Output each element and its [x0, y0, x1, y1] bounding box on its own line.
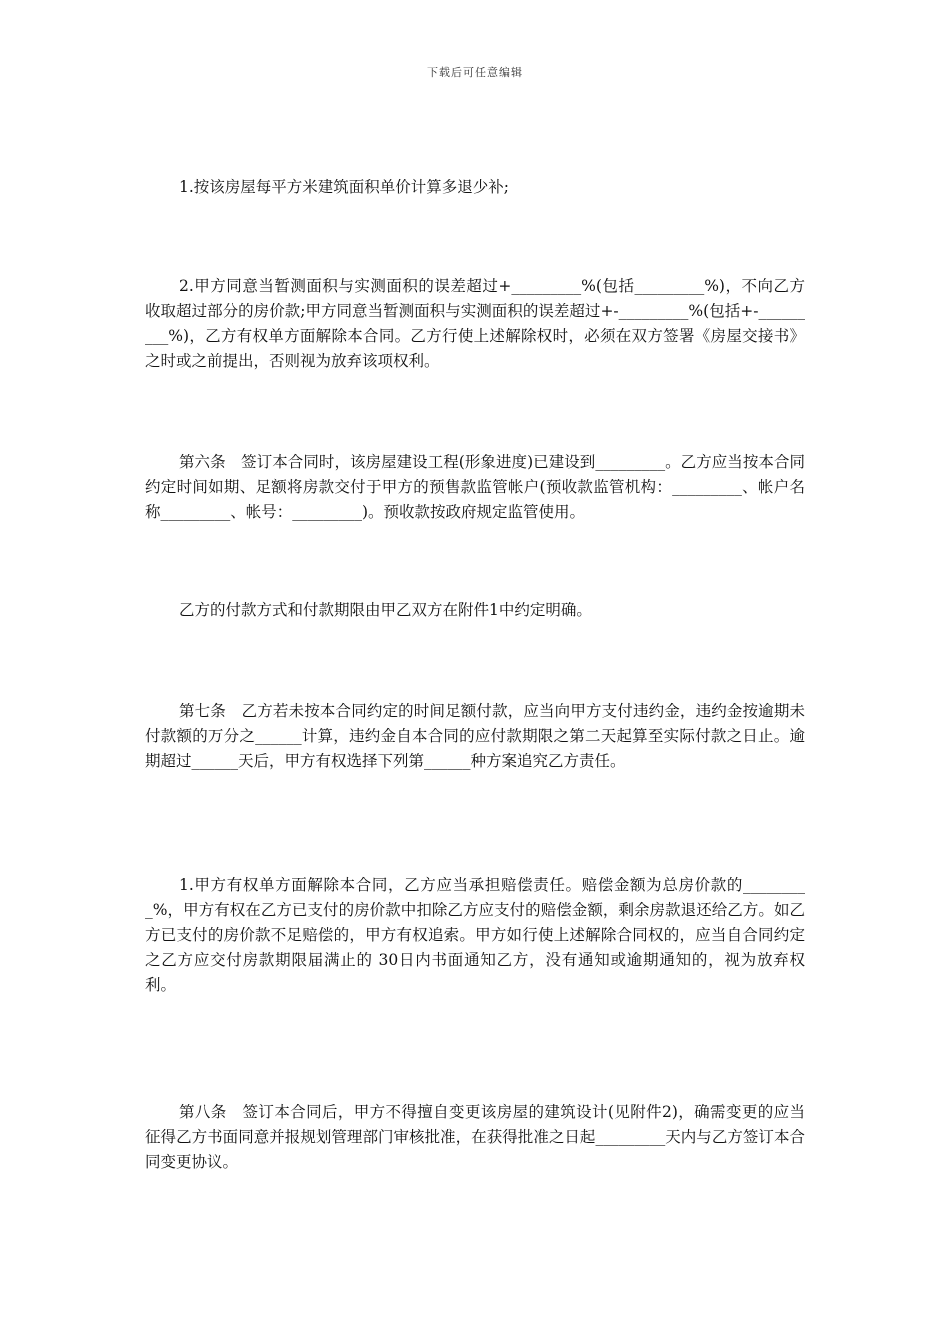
paragraph-area-adjustment-rule-2: 2.甲方同意当暂测面积与实测面积的误差超过+_________%(包括_________%)，不向乙方收取超过部分的房价款;甲方同意当暂测面积与实测面积的误差超过+-_________%(包括+-_________%)，乙方有权单方面解除本合同。乙方行使上述解除权时，必须在双方签署《房屋交接书》之时或之前提出，否则视为放弃该项权利。	[145, 277, 806, 370]
paragraph-article-6: 第六条 签订本合同时，该房屋建设工程(形象进度)已建设到_________。乙方应当按本合同约定时间如期、足额将房款交付于甲方的预售款监管帐户(预收款监管机构：_________、帐户名称_________、帐号：_________)。预收款按政府规定监管使用。	[145, 453, 805, 521]
page-header: 下载后可任意编辑	[427, 66, 523, 79]
paragraph-termination-option-1: 1.甲方有权单方面解除本合同，乙方应当承担赔偿责任。赔偿金额为总房价款的_________%，甲方有权在乙方已支付的房价款中扣除乙方应支付的赔偿金额，剩余房款退还给乙方。如乙方已支付的房价款不足赔偿的，甲方有权追索。甲方如行使上述解除合同权的，应当自合同约定之乙方应交付房款期限届满止的 30日内书面通知乙方，没有通知或逾期通知的，视为放弃权利。	[145, 876, 805, 994]
paragraph-article-8: 第八条 签订本合同后，甲方不得擅自变更该房屋的建筑设计(见附件2)，确需变更的应当征得乙方书面同意并报规划管理部门审核批准，在获得批准之日起_________天内与乙方签订本合同变更协议。	[145, 1103, 805, 1171]
paragraph-area-adjustment-rule-1: 1.按该房屋每平方米建筑面积单价计算多退少补;	[179, 178, 510, 196]
paragraph-article-7: 第七条 乙方若未按本合同约定的时间足额付款，应当向甲方支付违约金，违约金按逾期未付款额的万分之______计算，违约金自本合同的应付款期限之第二天起算至实际付款之日止。逾期超过______天后，甲方有权选择下列第______种方案追究乙方责任。	[145, 702, 805, 770]
paragraph-payment-method: 乙方的付款方式和付款期限由甲乙双方在附件1中约定明确。	[179, 601, 592, 619]
